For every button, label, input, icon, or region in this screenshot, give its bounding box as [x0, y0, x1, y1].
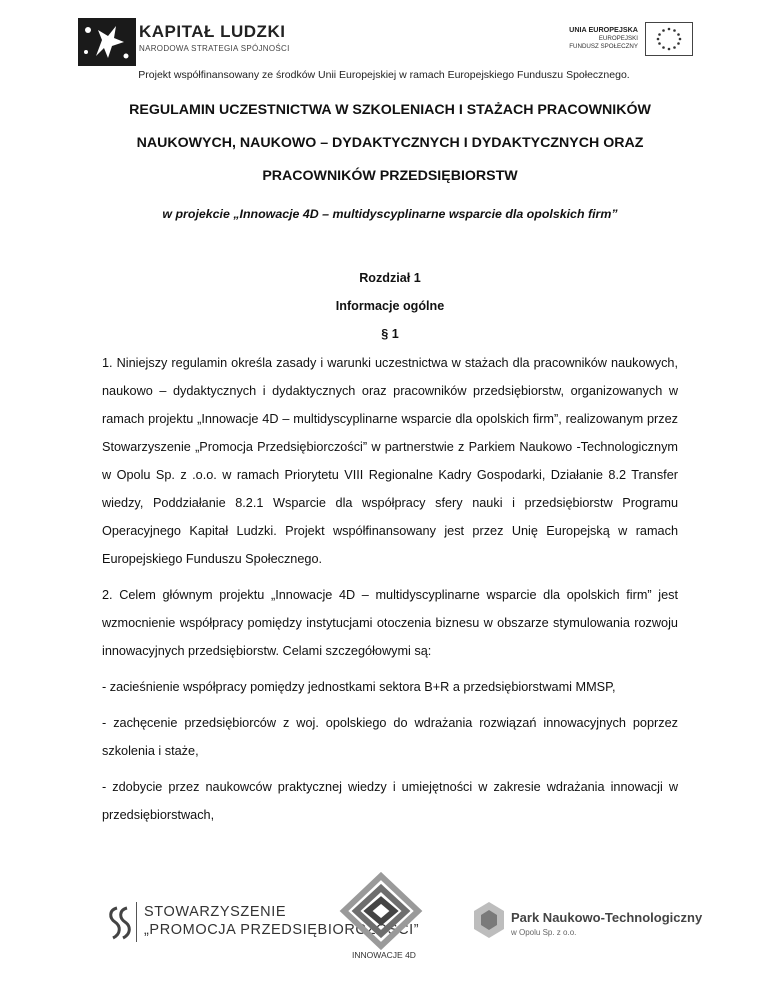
eu-line-1: EUROPEJSKI — [598, 35, 638, 42]
innowacje-4d-logo — [338, 872, 424, 950]
stowarzyszenie-logo-icon — [103, 904, 133, 944]
logo-divider — [136, 902, 137, 942]
park-logo-icon — [470, 900, 508, 940]
page-footer — [0, 870, 768, 994]
eu-title: UNIA EUROPEJSKA — [569, 25, 638, 34]
document-body — [102, 94, 678, 829]
goal-item-2: - zachęcenie przedsiębiorców z woj. opolskiego do wdrażania rozwiązań innowacyjnych poprzez szkolenia i staże, — [102, 716, 678, 758]
chapter-title: Informacje ogólne — [335, 299, 445, 313]
paragraph-2: 2. Celem głównym projektu „Innowacje 4D – multidyscyplinarne wsparcie dla opolskich firm” jest wzmocnienie współpracy pomiędzy instytucjami otoczenia biznesu w obszarze stymulowania rozwoju innowacyjnych przedsiębiorstw. Celami szczegółowymi są: — [102, 588, 678, 658]
innowacje-label: INNOWACJE 4D — [352, 950, 416, 960]
park-name: Park Naukowo-Technologiczny — [511, 910, 703, 925]
kapital-ludzki-title: KAPITAŁ LUDZKI — [139, 22, 286, 41]
chapter-heading: Rozdział 1 — [359, 271, 421, 285]
eu-line-2: FUNDUSZ SPOŁECZNY — [569, 43, 638, 50]
section-sign: § 1 — [381, 327, 399, 341]
stowarzyszenie-line-1: STOWARZYSZENIE — [144, 904, 287, 920]
stowarzyszenie-line-2: „PROMOCJA PRZEDSIĘBIORCZOŚCI” — [144, 922, 420, 938]
park-subtitle: w Opolu Sp. z o.o. — [511, 928, 577, 937]
goal-item-1: - zacieśnienie współpracy pomiędzy jednostkami sektora B+R a przedsiębiorstwami MMSP, — [102, 680, 616, 694]
kapital-ludzki-logo — [78, 18, 136, 66]
eu-flag-icon — [645, 22, 693, 56]
kapital-ludzki-subtitle: NARODOWA STRATEGIA SPÓJNOŚCI — [139, 44, 290, 53]
document-title — [102, 94, 678, 193]
title-line-3: PRACOWNIKÓW PRZEDSIĘBIORSTW — [262, 168, 518, 184]
title-line-1: REGULAMIN UCZESTNICTWA W SZKOLENIACH I STAŻACH PRACOWNIKÓW — [129, 102, 651, 118]
goal-item-3: - zdobycie przez naukowców praktycznej wiedzy i umiejętności w zakresie wdrażania innowacji w przedsiębiorstwach, — [102, 780, 678, 822]
document-subtitle: w projekcie „Innowacje 4D – multidyscyplinarne wsparcie dla opolskich firm” — [162, 207, 618, 221]
page-header — [0, 0, 768, 82]
paragraph-1: 1. Niniejszy regulamin określa zasady i warunki uczestnictwa w stażach dla pracowników naukowych, naukowo – dydaktycznych i dydaktycznych oraz pracowników przedsiębiorstw, organizowanych w ramach projektu „Innowacje 4D – multidyscyplinarne wsparcie dla opolskich firm”, realizowanym przez Stowarzyszenie „Promocja Przedsiębiorczości” w partnerstwie z Parkiem Naukowo -Technologicznym w Opolu Sp. z .o.o. w ramach Priorytetu VIII Regionalne Kadry Gospodarki, Działanie 8.2 Transfer wiedzy, Poddziałanie 8.2.1 Wsparcie dla współpracy sfery nauki i przedsiębiorstw Programu Operacyjnego Kapitał Ludzki. Projekt współfinansowany jest przez Unię Europejską w ramach Europejskiego Funduszu Społecznego. — [102, 356, 678, 566]
eu-text-block — [559, 25, 638, 51]
title-line-2: NAUKOWYCH, NAUKOWO – DYDAKTYCZNYCH I DYDAKTYCZNYCH ORAZ — [136, 135, 644, 151]
cofinancing-note: Projekt współfinansowany ze środków Unii Europejskiej w ramach Europejskiego Funduszu Społecznego. — [138, 69, 630, 81]
